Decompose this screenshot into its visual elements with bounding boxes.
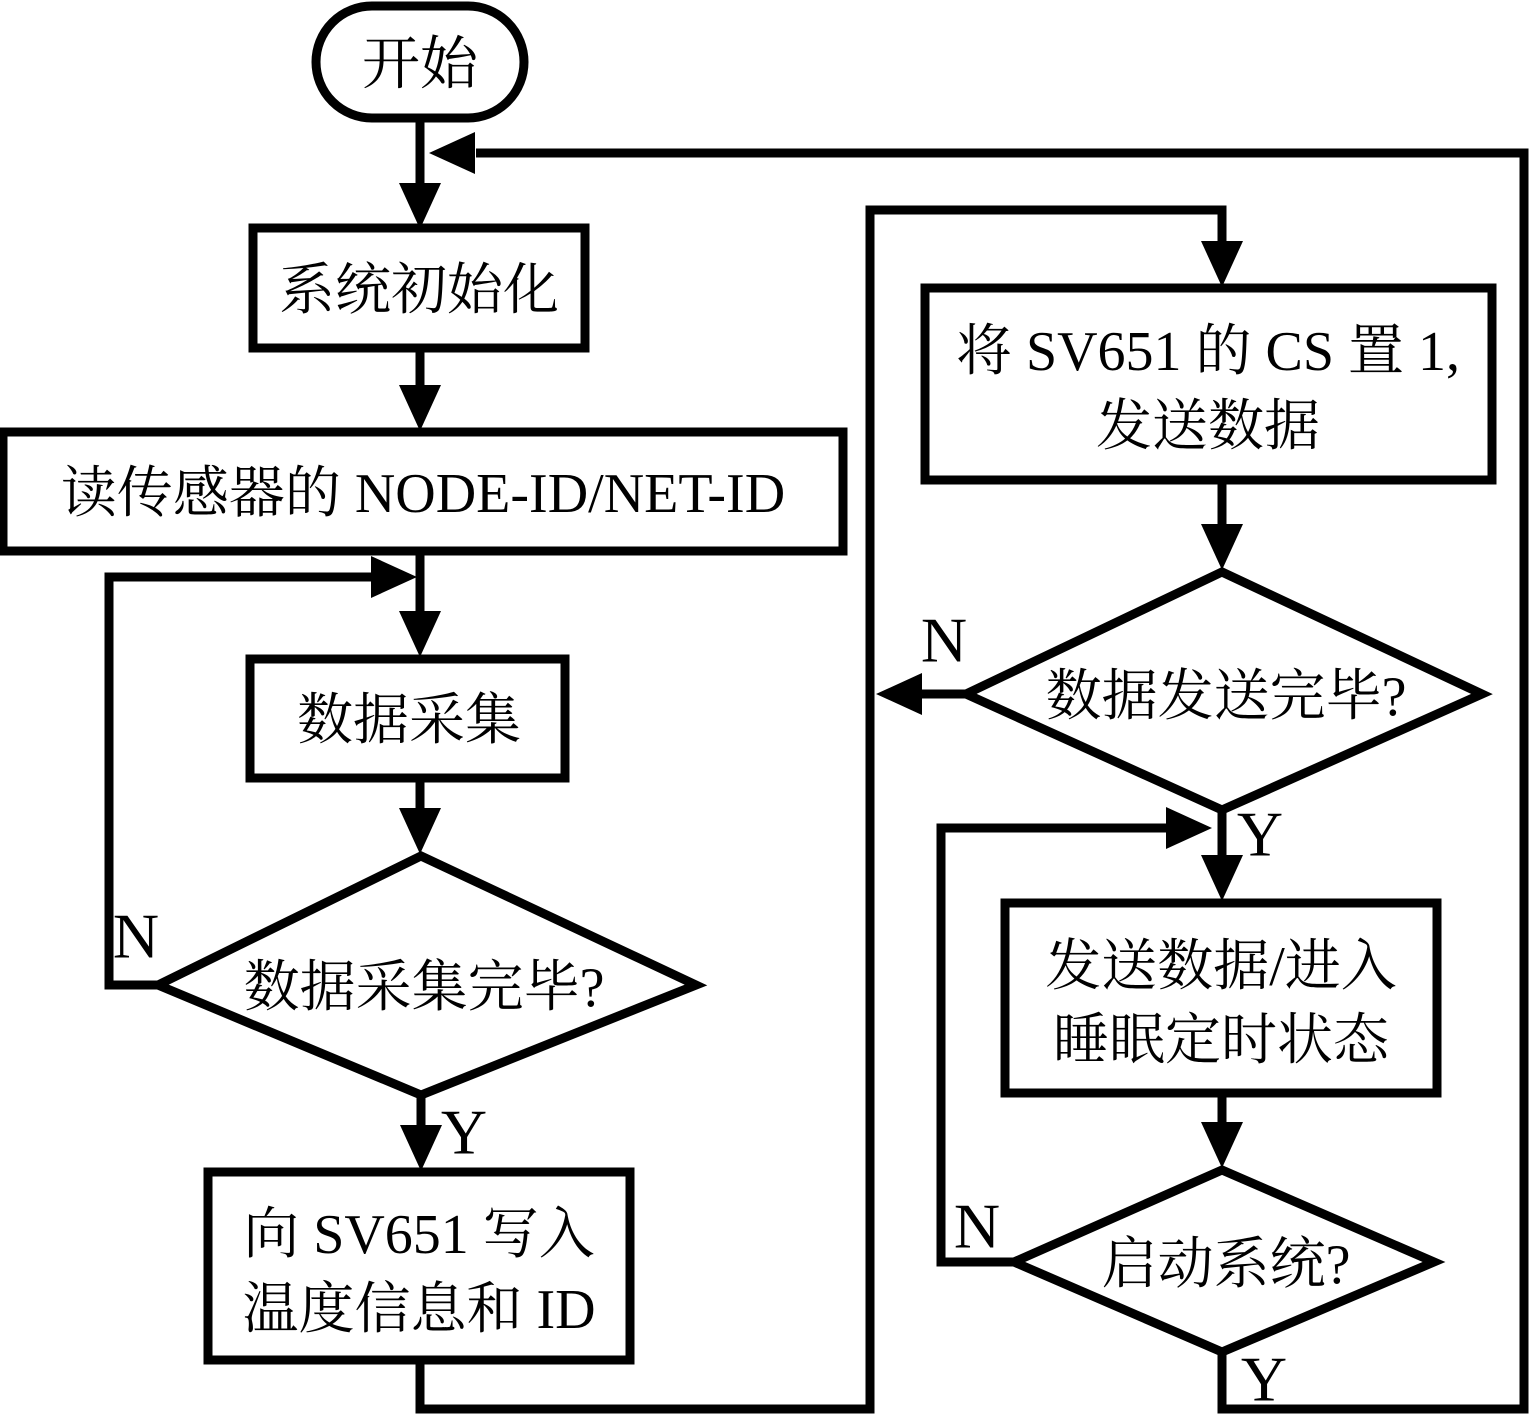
read-node-id-label: 读传感器的 NODE-ID/NET-ID: [60, 463, 786, 525]
start-label: 开始: [361, 31, 479, 97]
arrowhead-into-collect: [399, 611, 441, 657]
node-set-cs: [925, 288, 1492, 480]
arrowhead-into-readid: [399, 385, 441, 431]
start-system-yes-label: Y: [1240, 1343, 1288, 1415]
send-done-no-label: N: [920, 604, 968, 676]
collect-done-no-label: N: [112, 900, 160, 972]
write-sv651-label-line1: 向 SV651 写入: [243, 1204, 595, 1266]
node-system-init: [253, 228, 585, 348]
decision-start-system: [1014, 1170, 1434, 1352]
decision-send-done: [966, 572, 1482, 810]
arrowhead-into-write: [400, 1125, 442, 1171]
start-system-label: 启动系统?: [1101, 1234, 1351, 1296]
arrowhead-into-collectdone: [399, 808, 441, 854]
sleep-timer-label-line2: 睡眠定时状态: [1053, 1010, 1389, 1072]
node-sleep-timer: [1005, 903, 1437, 1093]
send-done-yes-label: Y: [1236, 798, 1284, 870]
node-read-node-id: [3, 432, 843, 551]
node-start: [316, 6, 524, 118]
sleep-timer-label-line1: 发送数据/进入: [1045, 936, 1397, 998]
arrowhead-startsystem-loop-reentry: [1166, 807, 1212, 849]
arrowhead-into-startsystem: [1201, 1122, 1243, 1168]
collect-done-label: 数据采集完毕?: [243, 957, 605, 1019]
set-cs-label-line2: 发送数据: [1096, 396, 1320, 458]
send-done-label: 数据发送完毕?: [1045, 666, 1407, 728]
collect-done-yes-label: Y: [440, 1096, 488, 1168]
write-sv651-label-line2: 温度信息和 ID: [242, 1279, 596, 1341]
node-write-sv651: [208, 1172, 630, 1360]
arrowhead-collect-loop-reentry: [371, 556, 417, 598]
arrowhead-senddone-no-into-line: [876, 673, 922, 715]
start-system-no-label: N: [953, 1190, 1001, 1262]
data-collect-label: 数据采集: [297, 690, 521, 752]
node-data-collect: [250, 659, 565, 778]
decision-collect-done: [158, 856, 696, 1095]
arrowhead-into-init: [399, 183, 441, 229]
system-init-label: 系统初始化: [279, 260, 559, 322]
arrowhead-into-senddone: [1201, 524, 1243, 570]
set-cs-label-line1: 将 SV651 的 CS 置 1,: [955, 321, 1461, 383]
arrowhead-into-setcs: [1201, 241, 1243, 287]
arrowhead-feedback-into-start-line: [429, 132, 475, 174]
